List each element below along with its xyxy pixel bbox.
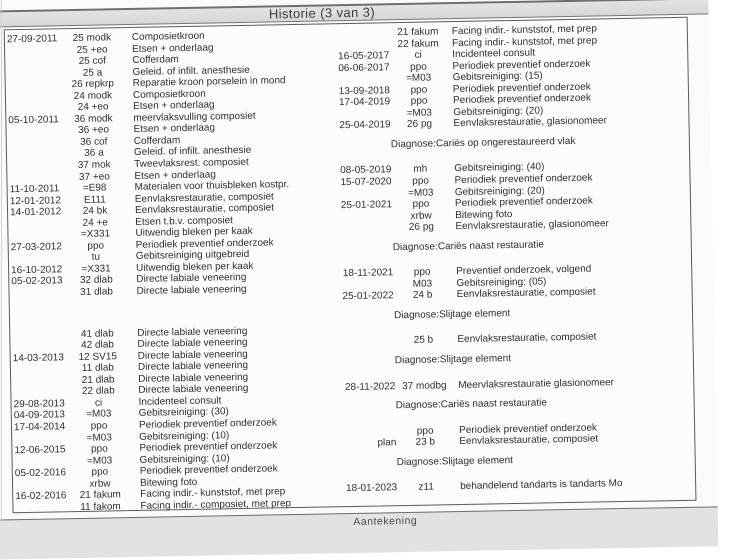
history-description: Etsen + onderlaag	[133, 122, 216, 136]
history-date: 16-02-2016	[15, 490, 67, 503]
history-date	[14, 433, 70, 446]
history-description: Etsen + onderlaag	[133, 99, 215, 113]
history-code: 32 dlab	[79, 274, 113, 287]
history-description: Gebitsreiniging: (10)	[139, 429, 230, 443]
history-description: Bitewing foto	[139, 476, 198, 489]
diagnose-line: Diagnose:Slijtage element	[393, 308, 511, 322]
history-description: Composietkroon	[131, 30, 205, 43]
history-code: 26 pg	[408, 221, 435, 234]
history-code: ppo	[410, 95, 428, 108]
history-date: 28-11-2022	[344, 380, 396, 393]
history-date: 18-01-2023	[345, 482, 398, 495]
history-date	[8, 126, 64, 139]
history-date: 25-04-2019	[339, 119, 391, 132]
history-description: Periodiek preventief onderzoek	[138, 417, 277, 431]
history-code: 24 bk	[82, 205, 108, 218]
diagnose-line: Diagnose:Slijtage element	[394, 353, 512, 367]
diagnose-line: Diagnose:Cariës naast restauratie	[395, 397, 547, 412]
history-code: ci	[94, 397, 103, 409]
history-code: =M03	[405, 72, 432, 85]
history-code: 25 cof	[78, 55, 107, 68]
history-column-right	[332, 22, 692, 495]
diagnose-line: Diagnose:Slijtage element	[396, 454, 513, 468]
history-code: ppo	[413, 266, 431, 279]
history-code: =X331	[81, 263, 111, 275]
history-code: =M03	[86, 431, 112, 444]
history-date	[7, 56, 63, 69]
history-code: ppo	[412, 198, 430, 210]
history-date	[337, 336, 394, 349]
history-description: Eenvlaksrestauratie, composiet	[459, 433, 599, 448]
history-code: 36 modk	[74, 113, 113, 125]
history-code: 24 +e	[82, 217, 109, 229]
history-date	[9, 172, 65, 185]
history-date	[10, 218, 66, 231]
history-code: =M03	[406, 107, 433, 119]
history-row	[340, 477, 692, 495]
history-description: Meervlaksrestauratie glasionomeer	[458, 376, 615, 391]
history-date: 17-04-2019	[338, 96, 391, 109]
history-date	[335, 222, 392, 235]
history-description: Etsen + onderlaag	[134, 169, 216, 182]
history-date	[10, 229, 66, 242]
history-table-box	[4, 17, 697, 513]
history-code: 11 fakom	[80, 501, 121, 513]
history-code: =M03	[86, 454, 113, 467]
history-date	[13, 363, 69, 376]
history-code: =M03	[86, 408, 112, 421]
history-date	[12, 340, 68, 353]
history-code: xrbw	[410, 210, 432, 222]
history-description: Periodiek preventief onderzoek	[452, 92, 592, 107]
history-date: 04-09-2013	[13, 409, 66, 422]
history-date	[9, 160, 65, 173]
history-description: Periodiek preventief onderzoek	[454, 172, 593, 187]
history-description: Gebitsreiniging: (40)	[454, 161, 545, 175]
history-description: Incidenteel consult	[452, 47, 536, 61]
history-code: 11 dlab	[81, 362, 115, 375]
history-code: 37 +eo	[78, 170, 110, 183]
history-description: Eenvlaksrestauratie, composiet	[456, 286, 596, 301]
diagnose-line: Diagnose:Cariës op ongerestaureerd vlak	[390, 135, 576, 151]
history-code: 23 b	[415, 436, 436, 449]
history-description: Etsen t.b.v. composiet	[135, 214, 233, 228]
history-code: 36 cof	[80, 136, 108, 148]
history-description: Cofferdam	[132, 54, 179, 67]
history-code: ppo	[91, 466, 109, 478]
history-date: 29-08-2013	[13, 398, 65, 411]
history-description: Eenvlaksrestauratie, composiet	[134, 191, 274, 205]
history-date: 25-01-2021	[340, 199, 393, 212]
history-date: 16-05-2017	[338, 50, 390, 63]
history-description: Directe labiale veneering	[137, 348, 248, 362]
history-code: 22 dlab	[81, 385, 115, 398]
history-description: Materialen voor thuisbleken kostpr.	[134, 179, 290, 194]
history-date: 27-09-2011	[6, 33, 58, 46]
history-description: Eenvlaksrestauratie, composiet	[134, 202, 275, 217]
history-code: =E98	[82, 182, 107, 195]
history-date: 12-06-2015	[14, 444, 66, 457]
history-date: 14-01-2012	[9, 206, 62, 219]
history-description: Directe labiale veneering	[138, 383, 249, 397]
history-date: 27-03-2012	[10, 241, 62, 254]
history-description: Directe labiale veneering	[137, 325, 248, 339]
footer-section-label: Aantekening	[353, 514, 418, 528]
history-date: 14-03-2013	[12, 351, 64, 364]
history-date	[11, 287, 67, 300]
scan-edge-artifact	[1, 0, 2, 521]
history-description: meervlaksvulling composiet	[133, 110, 256, 124]
history-date: 18-11-2021	[342, 267, 394, 280]
history-code: ppo	[416, 425, 434, 437]
history-code: 24 modk	[73, 90, 113, 102]
history-date	[9, 149, 65, 162]
history-description: Geleid. of infilt. anesthesie	[132, 64, 250, 78]
history-description: Directe labiale veneering	[137, 337, 248, 351]
history-date: 16-10-2012	[11, 264, 63, 277]
history-code: 26 repkrp	[71, 78, 114, 91]
history-description: Preventief onderzoek, volgend	[456, 263, 592, 278]
history-description: Periodiek preventief onderzoek	[139, 463, 278, 478]
history-description: Gebitsreiniging: (20)	[454, 184, 545, 198]
history-code: 22 fakum	[397, 37, 439, 50]
history-date: 05-10-2011	[8, 114, 59, 127]
history-code: 12 SV15	[78, 350, 118, 363]
history-description: Incidenteel consult	[138, 395, 222, 408]
history-date	[11, 253, 67, 266]
history-description: Directe labiale veneering	[136, 272, 247, 286]
history-description: Periodiek preventief onderzoek	[459, 422, 598, 436]
history-date: 11-10-2011	[9, 183, 60, 196]
history-date: 05-02-2016	[14, 467, 67, 480]
history-code: ppo	[410, 61, 427, 73]
history-description: Facing indir.- kunststof, met prep	[451, 23, 597, 38]
history-description: Cofferdam	[133, 135, 181, 147]
history-description: Gebitsreiniging: (15)	[452, 70, 543, 84]
history-code: 25 +eo	[76, 43, 108, 56]
history-description: Directe labiale veneering	[138, 371, 249, 385]
history-code: 41 dlab	[80, 327, 114, 340]
history-code: ci	[414, 49, 422, 61]
history-code: 36 a	[84, 147, 104, 160]
history-description: Uitwendig bleken per kaak	[136, 260, 254, 274]
history-code: 36 +eo	[78, 124, 110, 137]
history-code: 21 fakum	[79, 489, 121, 502]
history-date	[15, 502, 71, 515]
history-description: Eenvlaksrestauratie, glasionomeer	[455, 218, 609, 233]
history-date	[12, 329, 68, 342]
history-code: 26 pg	[406, 118, 433, 131]
history-description: Facing indir.- composiet, met prep	[140, 497, 292, 512]
history-description: Periodiek preventief onderzoek	[139, 440, 278, 454]
history-code: ppo	[87, 240, 105, 252]
history-code: 25 b	[413, 334, 434, 347]
history-description: Directe labiale veneering	[137, 360, 249, 374]
history-description: Eenvlaksrestauratie, composiet	[457, 331, 597, 346]
history-date: 13-09-2018	[338, 84, 390, 97]
history-description: Gebitsreiniging uitgebreid	[135, 249, 250, 263]
history-row	[338, 375, 690, 393]
history-description: Periodiek preventief onderzoek	[454, 195, 593, 210]
history-description: Directe labiale veneering	[136, 283, 247, 297]
history-code: ppo	[412, 175, 430, 187]
history-date: 05-02-2013	[11, 275, 63, 288]
history-description: Gebitsreiniging: (05)	[456, 276, 547, 289]
history-description: Eenvlaksrestauratie, glasionomeer	[453, 115, 608, 130]
history-code: 42 dlab	[81, 339, 115, 352]
history-date: 12-01-2012	[9, 194, 62, 207]
history-code: ppo	[90, 443, 108, 455]
history-date: 25-01-2022	[342, 290, 394, 303]
history-code: z11	[418, 481, 434, 494]
history-description: Periodiek preventief onderzoek	[452, 58, 591, 72]
history-code: E111	[83, 194, 106, 206]
history-date: 17-04-2014	[13, 421, 66, 434]
history-date	[7, 68, 63, 81]
history-date: 06-06-2017	[338, 61, 390, 74]
history-code: tu	[91, 251, 101, 264]
history-description: Reparatie kroon porselein in mond	[132, 75, 286, 90]
history-code: 21 fakum	[397, 26, 439, 39]
history-code: M03	[412, 278, 433, 290]
history-code: 24 +eo	[77, 101, 109, 114]
history-date	[9, 137, 65, 150]
footer-section-bar	[0, 506, 718, 559]
history-date: 15-07-2020	[340, 176, 392, 189]
history-code: 37 mok	[77, 159, 111, 171]
history-column-left	[7, 28, 346, 514]
history-description: Facing indir.- kunststof, met prep	[140, 486, 286, 501]
history-date: plan	[377, 437, 397, 449]
history-code: =M03	[408, 187, 434, 199]
history-code: 21 dlab	[81, 374, 115, 386]
history-code: =X331	[80, 228, 111, 241]
history-description: Periodiek preventief onderzoek	[135, 237, 274, 251]
page-title: Historie (3 van 3)	[268, 4, 376, 22]
history-description: Uitwendig bleken per kaak	[135, 226, 253, 240]
history-description: Facing indir.- kunststof, met prep	[451, 34, 598, 49]
history-code: 25 a	[82, 67, 103, 79]
history-code: 25 modk	[72, 32, 112, 45]
history-date	[15, 456, 71, 469]
history-code: 31 dlab	[80, 286, 114, 298]
history-code: 37 modbg	[401, 379, 447, 392]
history-description: behandelend tandarts is tandarts Mo	[460, 478, 623, 493]
history-description: Bitewing foto	[455, 208, 513, 221]
history-code: mh	[413, 164, 428, 176]
history-date	[7, 45, 63, 58]
history-description: Gebitsreiniging: (20)	[453, 105, 544, 118]
history-code: xrbw	[89, 478, 111, 490]
history-description: Composietkroon	[132, 88, 206, 101]
history-description: Tweevlaksrest. composiet	[134, 156, 249, 170]
history-description: Geleid. of infilt. anesthesie	[133, 145, 252, 159]
diagnose-line: Diagnose:Cariës naast restauratie	[392, 239, 545, 253]
history-description: Periodiek preventief onderzoek	[452, 81, 591, 95]
history-code: ppo	[90, 420, 108, 432]
history-code: 24 b	[412, 289, 433, 302]
history-description: Gebitsreiniging: (10)	[139, 452, 230, 466]
history-date	[8, 79, 64, 92]
history-description: Gebitsreiniging: (30)	[138, 406, 229, 420]
history-code: ppo	[410, 84, 428, 96]
history-row	[337, 330, 689, 348]
history-description: Etsen + onderlaag	[131, 42, 214, 55]
history-date: 08-05-2019	[340, 164, 392, 177]
